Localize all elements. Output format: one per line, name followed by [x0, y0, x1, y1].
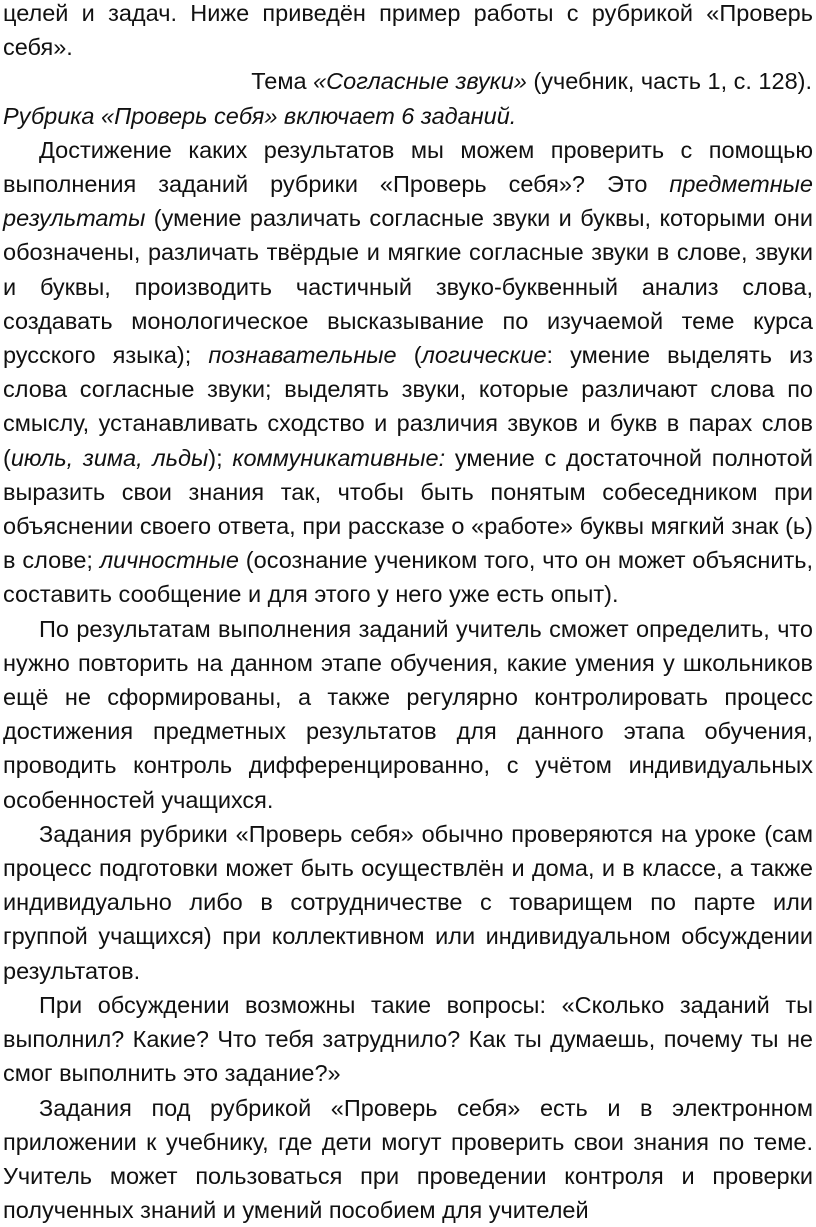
paragraph-results: [3, 133, 816, 612]
term-cognitive: познавательные: [208, 342, 396, 368]
results-text-2: (умение различать согласные звуки и буквы, которыми они обозначены, различать твёрдые и мягкие согласные звуки в слове, звуки и буквы, производить частичный звуко-буквенный анализ слова, создавать монологическое высказывание по изучаемой теме курса русского языка);: [3, 205, 813, 368]
results-text-6: умение с достаточной полнотой выразить свои знания так, чтобы быть понятым собеседником при объяснении своего ответа, при рассказе о «работе» буквы мягкий знак (ь) в слове;: [3, 445, 813, 574]
paragraph-discussion-questions: При обсуждении возможны такие вопросы: «Сколько заданий ты выполнил? Какие? Что тебя затруднило? Как ты думаешь, почему ты не смог выполнить это задание?»: [3, 988, 816, 1091]
results-text-7: (осознание учеником того, что он может объяснить, составить сообщение и для этого у него уже есть опыт).: [3, 547, 813, 607]
paragraph-checking-tasks: Задания рубрики «Проверь себя» обычно проверяются на уроке (сам процесс подготовки может быть осуществлён и дома, и в классе, а также индивидуально либо в сотрудничестве с товарищем по парте или группой учащихся) при коллективном или индивидуальном обсуждении результатов.: [3, 817, 816, 988]
paragraph-electronic-supplement: Задания под рубрикой «Проверь себя» есть и в электронном приложении к учебнику, где дети могут проверить свои знания по теме. Учитель может пользоваться при проведении контроля и проверки полученных знаний и умений пособием для учителей: [3, 1091, 816, 1227]
term-personal: личностные: [100, 547, 239, 573]
results-text-3: (: [397, 342, 422, 368]
term-communicative: коммуникативные:: [232, 445, 445, 471]
term-logical: логические: [422, 342, 547, 368]
term-subject-results: предметные результаты: [3, 171, 813, 231]
theme-source: (учебник, часть 1, с. 128).: [527, 68, 812, 94]
theme-reference-line: [3, 64, 816, 98]
rubric-task-count-note: Рубрика «Проверь себя» включает 6 заданий.: [3, 99, 816, 133]
theme-prefix: Тема: [251, 68, 313, 94]
paragraph-teacher-monitoring: По результатам выполнения заданий учитель сможет определить, что нужно повторить на данном этапе обучения, какие умения у школьников ещё не сформированы, а также регулярно контролировать процесс достижения предметных результатов для данного этапа обучения, проводить контроль дифференцированно, с учётом индивидуальных особенностей учащихся.: [3, 612, 816, 817]
results-text-4: : умение выделять из слова согласные звуки; выделять звуки, которые различают слова по смыслу, устанавливать сходство и различия звуков и букв в парах слов (: [3, 342, 813, 471]
results-text-1: Достижение каких результатов мы можем проверить с помощью выполнения заданий рубрики «Проверь себя»? Это: [3, 137, 813, 197]
theme-topic: «Согласные звуки»: [313, 68, 527, 94]
paragraph-intro-continuation: целей и задач. Ниже приведён пример работы с рубрикой «Проверь себя».: [3, 0, 816, 64]
example-words: июль, зима, льды: [11, 445, 208, 471]
results-text-5: );: [208, 445, 232, 471]
